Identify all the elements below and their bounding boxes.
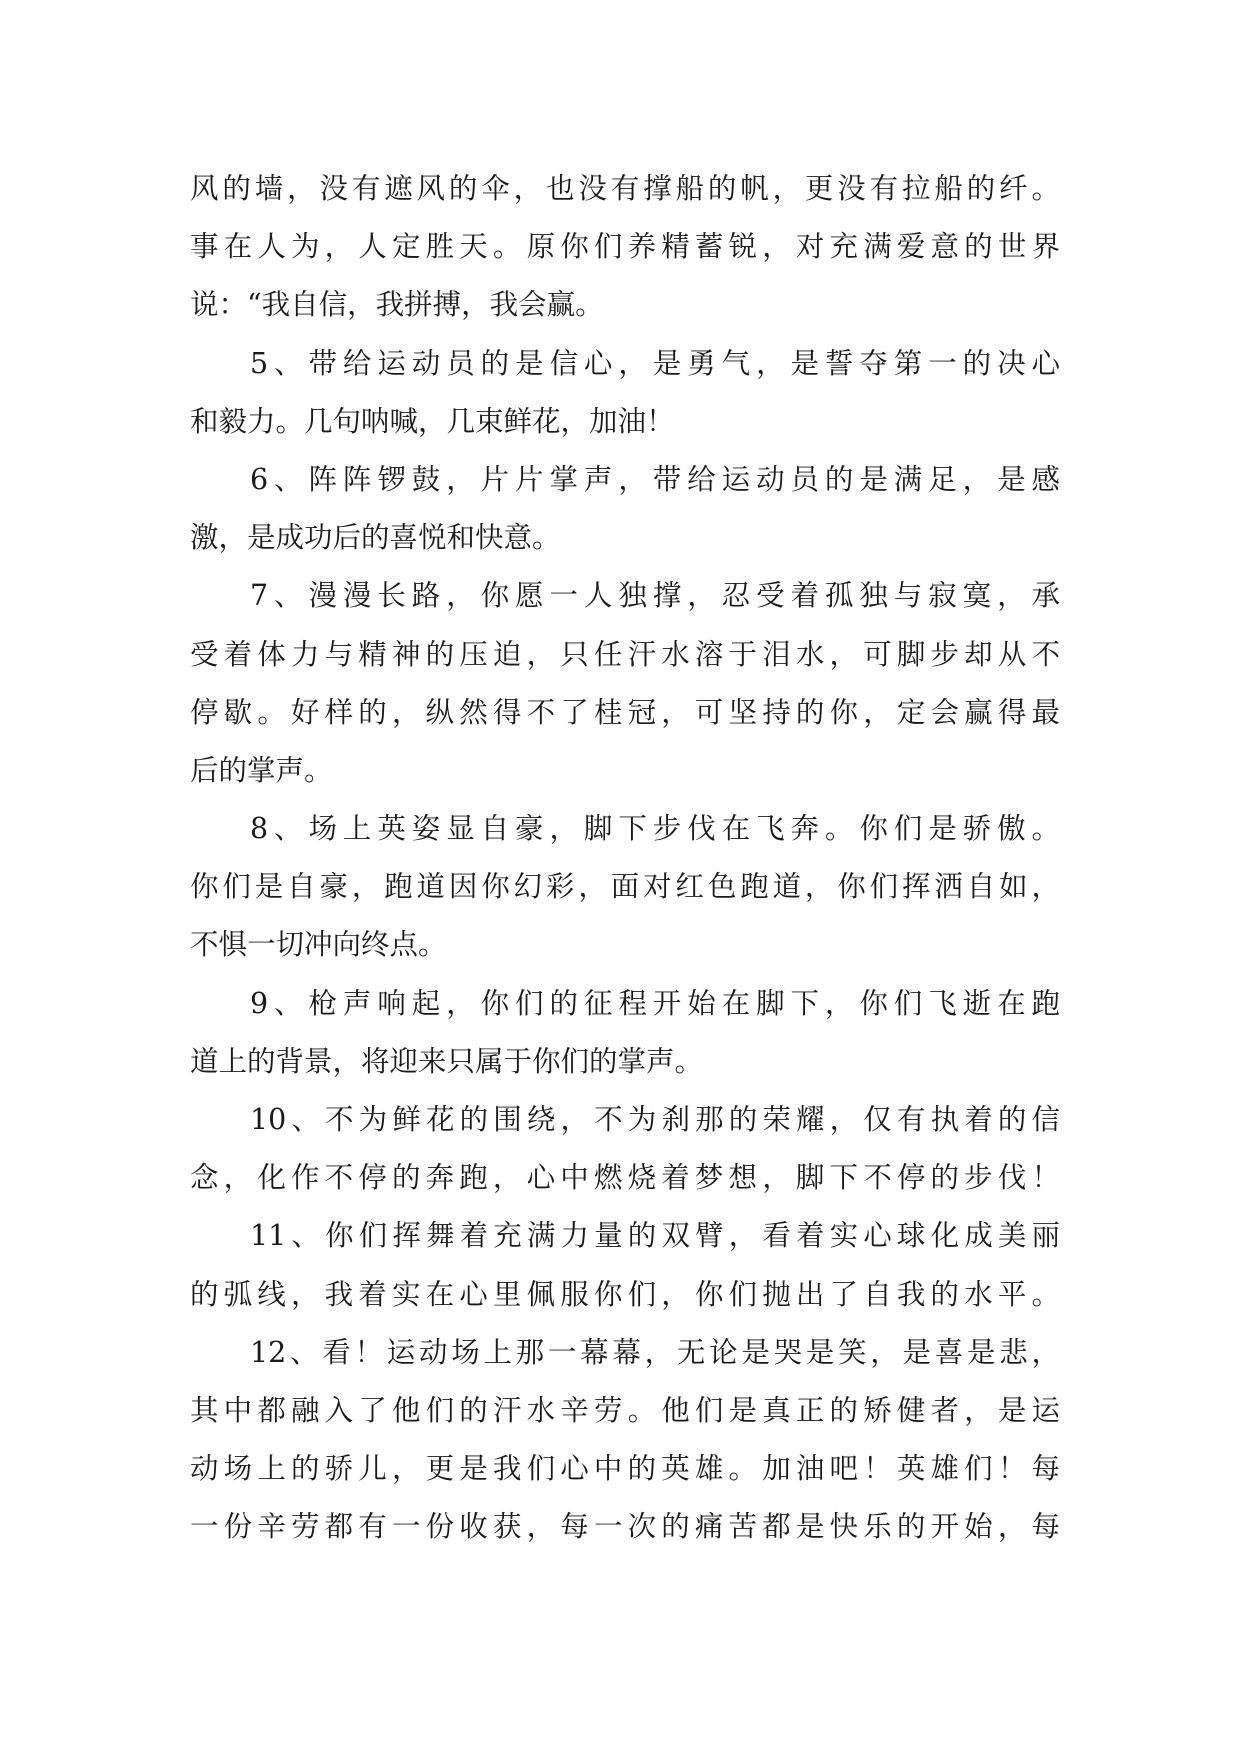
text-line: 不惧一切冲向终点。 xyxy=(190,928,447,962)
body-text xyxy=(190,160,1060,1557)
text-line: 一份辛劳都有一份收获，每一次的痛苦都是快乐的开始，每 xyxy=(190,1510,1060,1544)
text-line: 激，是成功后的喜悦和快意。 xyxy=(190,521,561,555)
text-line: 念，化作不停的奔跑，心中燃烧着梦想，脚下不停的步伐！ xyxy=(190,1161,1060,1195)
text-line: 说：“我自信，我拼搏，我会赢。 xyxy=(190,288,604,322)
text-line: 5、带给运动员的是信心，是勇气，是誓夺第一的决心 xyxy=(250,346,1060,380)
text-line: 后的掌声。 xyxy=(190,753,333,787)
text-line: 6、阵阵锣鼓，片片掌声，带给运动员的是满足，是感 xyxy=(250,462,1060,496)
text-line: 事在人为，人定胜天。原你们养精蓄锐，对充满爱意的世界 xyxy=(190,230,1060,264)
text-line: 道上的背景，将迎来只属于你们的掌声。 xyxy=(190,1044,704,1078)
text-line: 风的墙，没有遮风的伞，也没有撑船的帆，更没有拉船的纤。 xyxy=(190,172,1060,205)
text-line: 7、漫漫长路，你愿一人独撑，忍受着孤独与寂寞，承 xyxy=(250,579,1060,613)
text-line: 10、不为鲜花的围绕，不为刹那的荣耀，仅有执着的信 xyxy=(250,1103,1060,1136)
text-line: 12、看！运动场上那一幕幕，无论是哭是笑，是喜是悲， xyxy=(250,1335,1060,1369)
text-line: 的弧线，我着实在心里佩服你们，你们抛出了自我的水平。 xyxy=(190,1277,1060,1311)
text-line: 和毅力。几句呐喊，几束鲜花，加油！ xyxy=(190,404,675,438)
text-line: 11、你们挥舞着充满力量的双臂，看着实心球化成美丽 xyxy=(250,1219,1060,1253)
text-line: 受着体力与精神的压迫，只任汗水溶于泪水，可脚步却从不 xyxy=(190,637,1060,671)
text-line: 停歇。好样的，纵然得不了桂冠，可坚持的你，定会赢得最 xyxy=(190,695,1060,729)
text-line: 9、枪声响起，你们的征程开始在脚下，你们飞逝在跑 xyxy=(250,986,1060,1020)
text-line: 你们是自豪，跑道因你幻彩，面对红色跑道，你们挥洒自如， xyxy=(190,870,1060,904)
text-line: 其中都融入了他们的汗水辛劳。他们是真正的矫健者，是运 xyxy=(190,1393,1060,1427)
text-line: 8、场上英姿显自豪，脚下步伐在飞奔。你们是骄傲。 xyxy=(250,812,1060,846)
text-line: 动场上的骄儿，更是我们心中的英雄。加油吧！英雄们！每 xyxy=(190,1452,1060,1486)
